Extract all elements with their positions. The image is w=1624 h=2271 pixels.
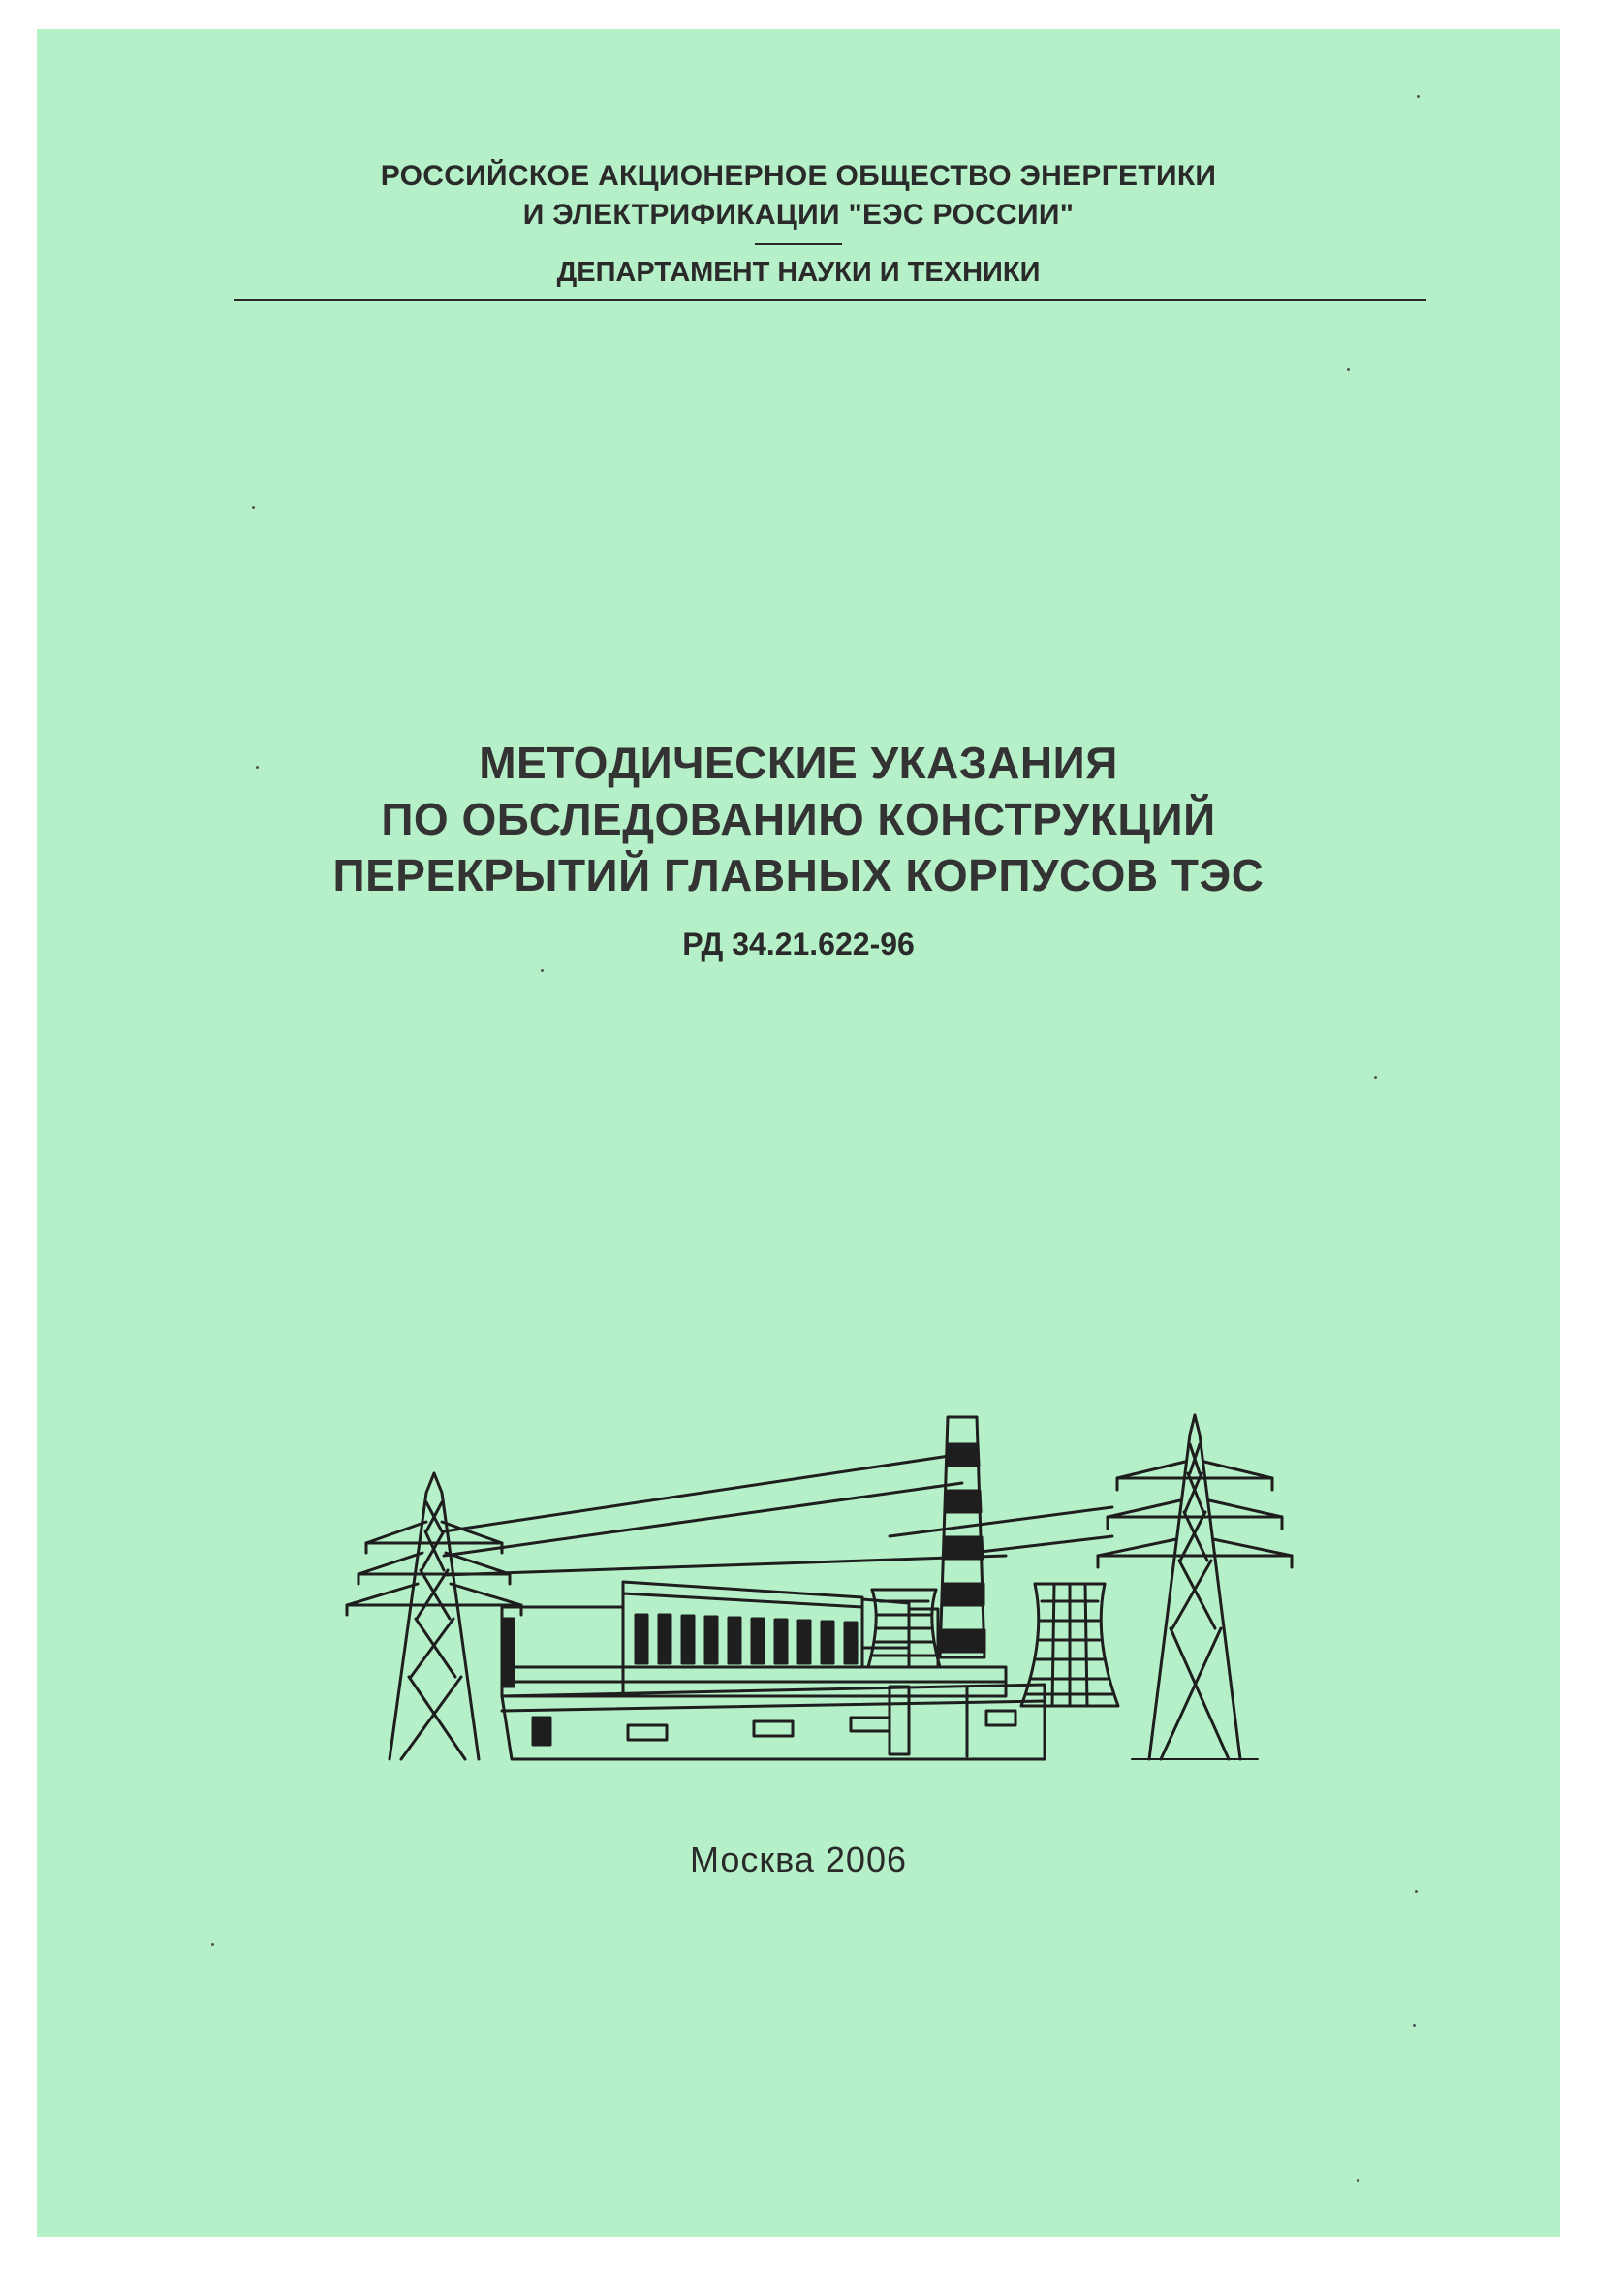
- main-building: [502, 1582, 1045, 1759]
- title-line-1: МЕТОДИЧЕСКИЕ УКАЗАНИЯ: [479, 738, 1118, 788]
- document-cover: [37, 29, 1560, 2237]
- department-name: ДЕПАРТАМЕНТ НАУКИ И ТЕХНИКИ: [556, 257, 1041, 288]
- scan-speck: [1357, 2179, 1359, 2182]
- chimney: [940, 1417, 984, 1657]
- organization-name-line-1: РОССИЙСКОЕ АКЦИОНЕРНОЕ ОБЩЕСТВО ЭНЕРГЕТИКИ: [380, 160, 1217, 192]
- scan-speck: [211, 1943, 214, 1946]
- small-cooling-tower: [868, 1590, 940, 1667]
- organization-header: [37, 157, 1560, 292]
- power-plant-with-transmission-towers-icon: [308, 1376, 1316, 1783]
- header-rule: [234, 299, 1426, 301]
- header-divider: [755, 243, 842, 245]
- scan-speck: [541, 969, 544, 972]
- large-cooling-tower: [1021, 1584, 1118, 1706]
- title-line-2: ПО ОБСЛЕДОВАНИЮ КОНСТРУКЦИЙ: [381, 794, 1216, 844]
- scan-speck: [256, 766, 259, 769]
- document-code: РД 34.21.622-96: [682, 927, 915, 962]
- right-transmission-tower: [1098, 1415, 1292, 1759]
- left-transmission-tower: [347, 1473, 521, 1759]
- scan-speck: [252, 506, 255, 509]
- scan-speck: [1413, 2024, 1416, 2027]
- scan-speck: [1415, 1890, 1418, 1893]
- scan-speck: [1374, 1076, 1377, 1079]
- scan-speck: [1417, 95, 1420, 98]
- scan-speck: [1347, 368, 1350, 371]
- organization-name-line-2: И ЭЛЕКТРИФИКАЦИИ "ЕЭС РОССИИ": [522, 199, 1075, 231]
- document-title: [37, 735, 1560, 963]
- title-line-3: ПЕРЕКРЫТИЙ ГЛАВНЫХ КОРПУСОВ ТЭС: [332, 850, 1265, 900]
- publication-place-year: Москва 2006: [690, 1840, 907, 1879]
